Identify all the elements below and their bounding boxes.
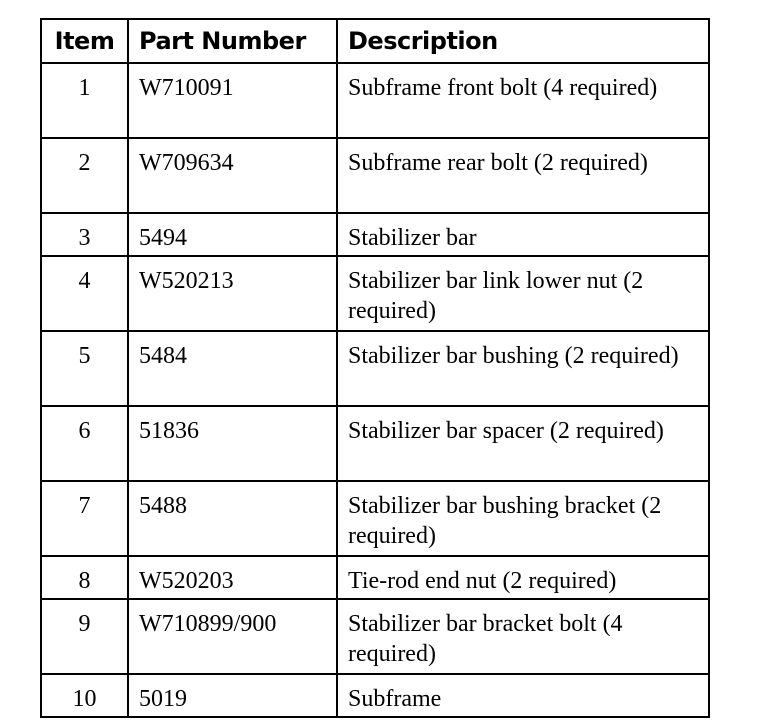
table-row [41,674,709,717]
cell-item: 4 [41,256,128,331]
cell-part-number: 5019 [128,674,337,717]
cell-part-number: W709634 [128,138,337,213]
cell-description: Tie-rod end nut (2 required) [337,556,709,599]
cell-item: 2 [41,138,128,213]
cell-part-number: W710899/900 [128,599,337,674]
header-item: Item [41,19,128,63]
cell-part-number: W520203 [128,556,337,599]
cell-description: Stabilizer bar [337,213,709,256]
cell-item: 3 [41,213,128,256]
header-part-number: Part Number [128,19,337,63]
table-row [41,481,709,556]
cell-item: 10 [41,674,128,717]
cell-part-number: W710091 [128,63,337,138]
cell-part-number: 5484 [128,331,337,406]
cell-description: Stabilizer bar link lower nut (2 required) [337,256,709,331]
cell-item: 5 [41,331,128,406]
table-row [41,63,709,138]
cell-part-number: 5494 [128,213,337,256]
table-row [41,406,709,481]
cell-item: 7 [41,481,128,556]
cell-part-number: 51836 [128,406,337,481]
header-description: Description [337,19,709,63]
cell-item: 9 [41,599,128,674]
cell-part-number: W520213 [128,256,337,331]
table-row [41,556,709,599]
cell-part-number: 5488 [128,481,337,556]
cell-description: Stabilizer bar bushing (2 required) [337,331,709,406]
cell-description: Stabilizer bar spacer (2 required) [337,406,709,481]
cell-item: 6 [41,406,128,481]
cell-description: Stabilizer bar bracket bolt (4 required) [337,599,709,674]
cell-description: Subframe rear bolt (2 required) [337,138,709,213]
table-row [41,331,709,406]
table-row [41,256,709,331]
table-row [41,138,709,213]
cell-item: 8 [41,556,128,599]
table-row [41,599,709,674]
parts-table [40,18,710,718]
cell-description: Stabilizer bar bushing bracket (2 required) [337,481,709,556]
cell-description: Subframe [337,674,709,717]
cell-item: 1 [41,63,128,138]
table-row [41,213,709,256]
cell-description: Subframe front bolt (4 required) [337,63,709,138]
table-header-row [41,19,709,63]
